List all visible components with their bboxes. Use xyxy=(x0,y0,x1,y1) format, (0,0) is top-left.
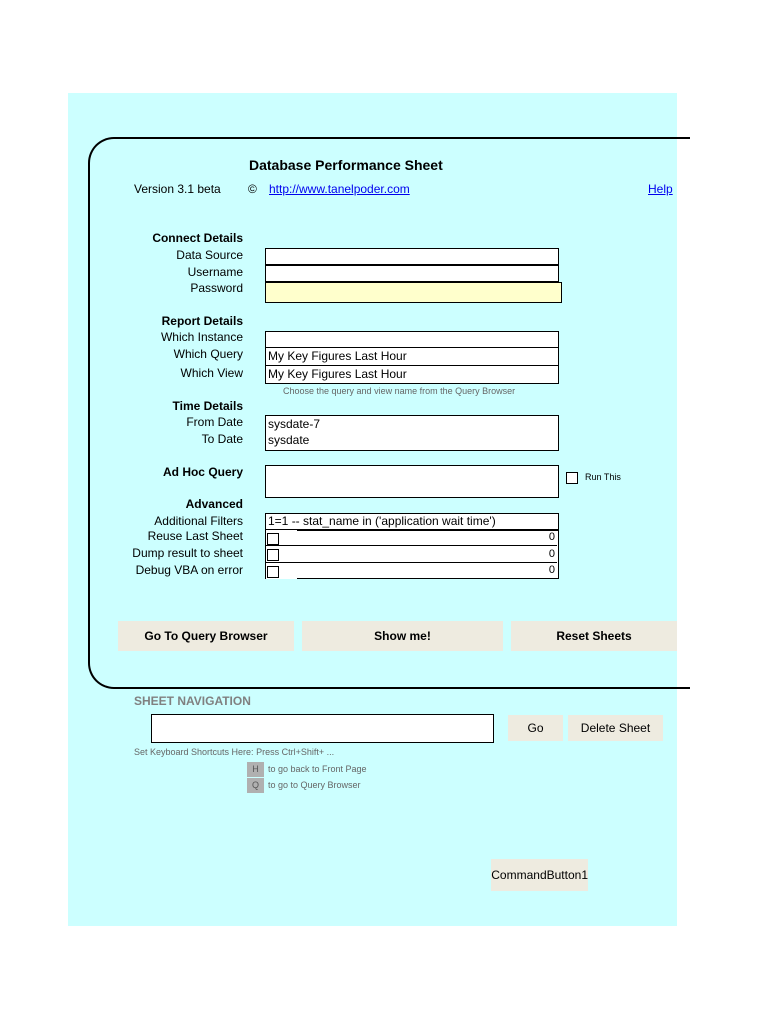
version-label: Version 3.1 beta xyxy=(134,182,221,196)
run-this-checkbox[interactable] xyxy=(566,472,578,484)
which-query-label: Which Query xyxy=(173,347,243,361)
from-date-field[interactable]: sysdate-7 xyxy=(268,417,321,431)
which-view-label: Which View xyxy=(180,366,243,380)
sheet-navigation-heading: SHEET NAVIGATION xyxy=(134,694,251,708)
report-details-heading: Report Details xyxy=(161,314,243,328)
username-field[interactable] xyxy=(265,265,559,282)
shortcuts-hint: Set Keyboard Shortcuts Here: Press Ctrl+Shift+ ... xyxy=(134,747,335,757)
adhoc-query-label: Ad Hoc Query xyxy=(162,465,243,479)
which-view-field[interactable]: My Key Figures Last Hour xyxy=(265,365,559,384)
username-label: Username xyxy=(187,265,243,279)
command-button-1[interactable]: CommandButton1 xyxy=(491,859,588,891)
to-date-field[interactable]: sysdate xyxy=(268,433,310,447)
main-panel xyxy=(88,137,690,689)
shortcut-q-description: to go to Query Browser xyxy=(268,780,361,790)
run-this-label: Run This xyxy=(585,472,621,482)
data-source-label: Data Source xyxy=(176,248,243,262)
go-to-query-browser-button[interactable]: Go To Query Browser xyxy=(118,621,294,651)
password-field[interactable] xyxy=(265,282,562,303)
which-query-field[interactable]: My Key Figures Last Hour xyxy=(265,347,559,366)
reuse-last-sheet-checkbox[interactable] xyxy=(267,533,279,545)
website-link[interactable]: http://www.tanelpoder.com xyxy=(269,182,410,196)
which-instance-label: Which Instance xyxy=(160,330,243,344)
dump-result-value: 0 xyxy=(548,548,555,560)
copyright-symbol: © xyxy=(248,182,257,196)
dump-result-checkbox[interactable] xyxy=(267,549,279,561)
to-date-label: To Date xyxy=(201,432,243,446)
time-details-heading: Time Details xyxy=(172,399,243,413)
help-link[interactable]: Help xyxy=(648,182,673,196)
reset-sheets-button[interactable]: Reset Sheets xyxy=(511,621,677,651)
shortcut-h-description: to go back to Front Page xyxy=(268,764,367,774)
additional-filters-field[interactable]: 1=1 -- stat_name in ('application wait time') xyxy=(265,513,559,530)
debug-vba-label: Debug VBA on error xyxy=(135,563,243,577)
query-view-hint: Choose the query and view name from the Query Browser xyxy=(283,386,516,396)
sheet-navigation-input[interactable] xyxy=(151,714,494,743)
reuse-last-sheet-value: 0 xyxy=(548,531,555,543)
debug-vba-value: 0 xyxy=(548,564,555,576)
debug-vba-checkbox[interactable] xyxy=(267,566,279,578)
show-me-button[interactable]: Show me! xyxy=(302,621,503,651)
dump-result-label: Dump result to sheet xyxy=(132,546,243,560)
adhoc-query-field[interactable] xyxy=(265,465,559,498)
shortcut-key-h[interactable]: H xyxy=(247,762,264,777)
additional-filters-label: Additional Filters xyxy=(154,514,243,528)
from-date-label: From Date xyxy=(186,415,243,429)
advanced-heading: Advanced xyxy=(185,497,243,511)
reuse-last-sheet-label: Reuse Last Sheet xyxy=(147,529,243,543)
row-divider xyxy=(266,545,557,546)
connect-details-heading: Connect Details xyxy=(152,231,243,245)
page-title: Database Performance Sheet xyxy=(249,157,443,173)
shortcut-key-q[interactable]: Q xyxy=(247,778,264,793)
delete-sheet-button[interactable]: Delete Sheet xyxy=(568,715,663,741)
password-label: Password xyxy=(190,281,243,295)
data-source-field[interactable] xyxy=(265,248,559,265)
date-range-box xyxy=(265,415,559,451)
which-instance-field[interactable] xyxy=(265,331,559,348)
go-button[interactable]: Go xyxy=(508,715,563,741)
